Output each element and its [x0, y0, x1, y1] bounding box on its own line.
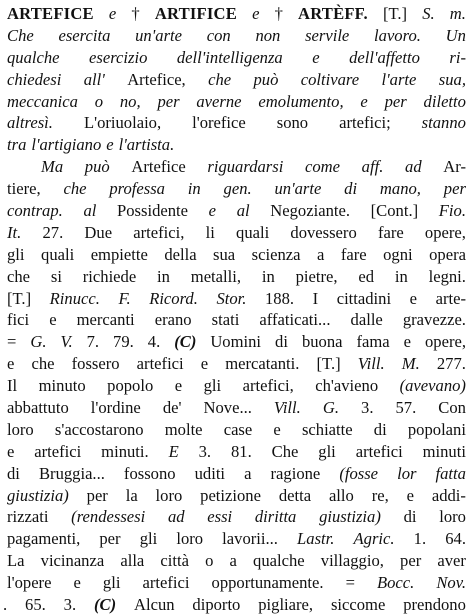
word: aver — [437, 551, 466, 571]
word: † — [274, 4, 283, 23]
word: I — [312, 288, 319, 308]
word: F. — [118, 288, 131, 308]
word: l'opere — [7, 573, 52, 593]
word: ad — [405, 157, 422, 177]
word: al — [236, 201, 250, 221]
word: gravezze. — [402, 310, 466, 330]
word: rizzati — [7, 507, 49, 527]
word: ogni — [383, 244, 413, 264]
word: Rinucc. — [49, 288, 100, 308]
word: e — [73, 573, 81, 593]
word: lavorii... — [222, 529, 278, 549]
text-line — [7, 134, 466, 156]
word: sono — [276, 113, 309, 133]
word: Artefice — [131, 157, 186, 177]
word: 277. — [436, 354, 466, 374]
word: con — [206, 25, 231, 45]
word: gen. — [223, 179, 252, 199]
word: Ricord. — [149, 288, 198, 308]
word: Fio. — [438, 201, 466, 221]
word: gli — [102, 573, 121, 593]
word: e — [403, 332, 412, 352]
word: per — [400, 551, 422, 571]
word: e — [108, 4, 117, 23]
word: Nov. — [436, 573, 466, 593]
word: 64. — [445, 529, 466, 549]
word: molte — [164, 419, 203, 439]
word: artefici — [142, 573, 190, 593]
word: l'ordine — [90, 398, 141, 418]
word: per — [443, 179, 466, 199]
word: averne — [196, 91, 242, 111]
word: di — [344, 179, 358, 199]
text-line — [7, 222, 466, 244]
word: e — [360, 91, 368, 111]
word: come — [304, 157, 340, 177]
word: per — [99, 529, 121, 549]
word: sua, — [438, 69, 466, 89]
word: cittadini — [336, 288, 392, 308]
text-line — [7, 572, 466, 594]
word: a — [244, 463, 252, 483]
word: non — [255, 25, 281, 45]
word: [Cont.] — [370, 201, 419, 221]
word: re, — [371, 485, 389, 505]
word: in — [187, 179, 201, 199]
word: s'accostarono — [54, 419, 144, 439]
word: petizione — [200, 485, 261, 505]
word: affaticati... — [259, 310, 331, 330]
word: Bocc. — [376, 573, 415, 593]
word: li — [205, 222, 215, 242]
word: 3. — [198, 441, 212, 461]
word: gli — [203, 376, 222, 396]
word: (fosse — [339, 463, 379, 483]
word: diletto — [423, 91, 466, 111]
word: erano — [154, 310, 192, 330]
word: che — [31, 354, 55, 374]
word: schiatte — [301, 419, 353, 439]
word: quali — [236, 222, 270, 242]
word: minuto — [38, 376, 86, 396]
word: artefici — [355, 441, 403, 461]
word: lavoro. — [374, 25, 421, 45]
text-line — [7, 25, 466, 47]
word: dell'affetto — [349, 47, 420, 67]
word: buona — [301, 332, 343, 352]
word: che — [63, 179, 87, 199]
text-line — [7, 244, 466, 266]
word: addi- — [431, 485, 466, 505]
word: a — [316, 244, 325, 264]
word: villaggio, — [320, 551, 384, 571]
word: chiedesi — [7, 69, 62, 89]
word: detta — [278, 485, 312, 505]
word: ri- — [449, 47, 466, 67]
word: 3. — [361, 398, 374, 418]
word: e — [406, 485, 414, 505]
text-line — [7, 309, 466, 331]
word: pagamenti, — [7, 529, 81, 549]
text-line — [7, 200, 466, 222]
word: artefici, — [133, 222, 185, 242]
word: emolumento, — [258, 91, 344, 111]
word: servile — [305, 25, 350, 45]
word: case — [223, 419, 253, 439]
word: per — [157, 91, 180, 111]
word: 1. — [413, 529, 427, 549]
word: e — [106, 135, 114, 155]
word: Alcun — [133, 595, 175, 615]
text-line — [7, 288, 466, 310]
word: giustizia) — [7, 485, 69, 505]
word: qualche — [7, 47, 60, 67]
word: e — [49, 310, 57, 330]
word: Due — [84, 222, 113, 242]
word: Con — [438, 398, 466, 418]
word: può — [84, 157, 110, 177]
word: V. — [60, 332, 73, 352]
word: metalli, — [190, 266, 242, 286]
word: loro — [439, 507, 466, 527]
text-line — [7, 397, 466, 419]
text-line — [7, 441, 466, 463]
text-line — [7, 178, 466, 200]
word: Lastr. — [297, 529, 335, 549]
word: It. — [7, 222, 22, 242]
word: Agric. — [353, 529, 395, 549]
word: uditi — [194, 463, 226, 483]
word: prendono — [403, 595, 466, 615]
word: 79. — [113, 332, 134, 352]
word: coltivare — [300, 69, 360, 89]
word: pietre, — [295, 266, 338, 286]
word: e — [200, 354, 209, 374]
word: S. — [422, 4, 435, 23]
word: e — [409, 288, 418, 308]
text-line — [7, 69, 466, 91]
text-line — [7, 375, 466, 397]
word: e — [252, 4, 260, 23]
word: mercatanti. — [225, 354, 300, 374]
word: artefici, — [242, 376, 294, 396]
word: richiede — [82, 266, 137, 286]
text-line — [7, 550, 466, 572]
word: empiette — [90, 244, 148, 264]
text-line — [7, 3, 466, 25]
word: fama — [356, 332, 390, 352]
word: vicinanza — [40, 551, 105, 571]
word: E — [168, 441, 179, 461]
word: alla — [120, 551, 145, 571]
word: lor — [397, 463, 417, 483]
word: la — [125, 485, 138, 505]
word: fare — [377, 222, 404, 242]
text-line — [7, 485, 466, 507]
word: mano, — [379, 179, 421, 199]
word: e — [7, 441, 15, 461]
word: (rendessesi — [71, 507, 146, 527]
word: gli — [7, 244, 25, 264]
word: ragione — [270, 463, 321, 483]
word: minuti. — [101, 441, 149, 461]
word: si — [50, 266, 62, 286]
word: diritta — [254, 507, 297, 527]
word: l'artista. — [118, 135, 175, 155]
word: l'orefice — [192, 113, 246, 133]
text-line — [7, 353, 466, 375]
word: l'arte — [381, 69, 417, 89]
word: 27. — [42, 222, 64, 242]
word: in — [157, 266, 170, 286]
text-line — [7, 463, 466, 485]
word: e — [174, 376, 183, 396]
word: e — [208, 201, 217, 221]
word: ARTEFICE — [7, 4, 94, 23]
word: meccanica — [7, 91, 78, 111]
word: (C) — [93, 595, 117, 615]
word: no, — [119, 91, 141, 111]
text-line — [7, 91, 466, 113]
word: L'oriuolaio, — [83, 113, 162, 133]
word: città — [160, 551, 189, 571]
word: tra — [7, 135, 27, 155]
word: di — [7, 463, 20, 483]
word: (avevano) — [399, 376, 466, 396]
text-line — [7, 156, 466, 178]
word: gli — [318, 441, 336, 461]
word: Bruggia... — [38, 463, 105, 483]
word: all' — [83, 69, 105, 89]
word: in — [394, 266, 408, 286]
word: popolo — [107, 376, 154, 396]
word: opere, — [424, 222, 466, 242]
word: Vill. — [273, 398, 301, 418]
word: [T.] — [7, 288, 32, 308]
word: al — [83, 201, 97, 221]
word: quali — [41, 244, 75, 264]
word: stanno — [421, 113, 466, 133]
word: artefici — [136, 354, 184, 374]
word: ARTIFICE — [154, 4, 237, 23]
word: Vill. — [357, 354, 385, 374]
word: ch'avieno — [315, 376, 379, 396]
word: loro — [176, 529, 204, 549]
word: Ar- — [443, 157, 466, 177]
text-line — [7, 506, 466, 528]
word: fossero — [71, 354, 120, 374]
word: 188. — [265, 288, 295, 308]
word: 4. — [147, 332, 161, 352]
text-line — [7, 331, 466, 353]
word: dell'intelligenza — [176, 47, 283, 67]
word: † — [131, 4, 140, 23]
word: 7. — [86, 332, 100, 352]
word: 3. — [63, 595, 77, 615]
word: altresì. — [7, 113, 53, 133]
word: o — [205, 551, 214, 571]
word: giustizia) — [319, 507, 381, 527]
word: fici — [7, 310, 30, 330]
word: diporto — [192, 595, 241, 615]
word: Ma — [41, 157, 64, 177]
word: e — [312, 47, 320, 67]
text-line — [7, 419, 466, 441]
word: G. — [322, 398, 339, 418]
word: sua — [213, 244, 236, 264]
word: a — [229, 551, 237, 571]
word: qualche — [253, 551, 305, 571]
word: = — [345, 573, 355, 593]
word: Nove... — [203, 398, 252, 418]
word: dovessero — [290, 222, 357, 242]
word: contrap. — [7, 201, 63, 221]
word: di — [403, 507, 417, 527]
word: l'artigiano — [31, 135, 102, 155]
word: artefici — [34, 441, 82, 461]
word: Il — [7, 376, 18, 396]
word: opere, — [425, 332, 466, 352]
word: Negoziante. — [270, 201, 350, 221]
word: La — [7, 551, 25, 571]
word: minuti — [422, 441, 466, 461]
word: 81. — [230, 441, 252, 461]
word: stati — [211, 310, 240, 330]
word: riguardarsi — [207, 157, 284, 177]
word: Uomini — [210, 332, 262, 352]
word: ad — [167, 507, 185, 527]
word: arte- — [435, 288, 466, 308]
word: per — [86, 485, 108, 505]
word: dalle — [350, 310, 383, 330]
word: opera — [429, 244, 466, 264]
word: fatta — [435, 463, 466, 483]
word: scienza — [251, 244, 301, 264]
word: Possidente — [117, 201, 189, 221]
word: o — [94, 91, 104, 111]
word: . — [3, 595, 8, 615]
word: m. — [449, 4, 466, 23]
word: può — [253, 69, 279, 89]
word: de' — [162, 398, 182, 418]
word: [T.] — [316, 354, 341, 374]
word: Che — [7, 25, 34, 45]
word: mercanti — [76, 310, 135, 330]
word: tiere, — [7, 179, 41, 199]
word: M. — [401, 354, 420, 374]
word: essi — [207, 507, 233, 527]
word: Artefice, — [127, 69, 186, 89]
word: [T.] — [382, 4, 408, 23]
word: Un — [445, 25, 466, 45]
word: professa — [109, 179, 165, 199]
word: 57. — [395, 398, 417, 418]
text-line — [7, 47, 466, 69]
word: che — [7, 266, 31, 286]
word: 65. — [25, 595, 46, 615]
word: legni. — [428, 266, 466, 286]
entry-artefice — [3, 3, 466, 616]
word: ed — [358, 266, 375, 286]
word: per — [384, 91, 407, 111]
word: ARTÈFF. — [298, 4, 368, 23]
word: e — [7, 354, 15, 374]
word: = — [7, 332, 17, 352]
text-line — [7, 112, 466, 134]
word: un'arte — [135, 25, 182, 45]
word: di — [275, 332, 288, 352]
word: fare — [340, 244, 367, 264]
text-line — [7, 528, 466, 550]
word: Che — [271, 441, 299, 461]
word: siccome — [330, 595, 386, 615]
word: in — [261, 266, 275, 286]
word: che — [208, 69, 232, 89]
word: pigliare, — [258, 595, 314, 615]
word: loro — [7, 419, 34, 439]
word: popolani — [407, 419, 466, 439]
word: allo — [328, 485, 354, 505]
word: di — [373, 419, 387, 439]
word: loro — [155, 485, 183, 505]
word: artefici; — [339, 113, 391, 133]
word: G. — [30, 332, 47, 352]
word: fossono — [123, 463, 176, 483]
word: (C) — [174, 332, 197, 352]
text-line — [7, 266, 466, 288]
word: opportunamente. — [211, 573, 324, 593]
word: aff. — [361, 157, 384, 177]
word: abbattuto — [7, 398, 69, 418]
word: esercita — [58, 25, 111, 45]
word: e — [273, 419, 281, 439]
word: della — [164, 244, 197, 264]
word: un'arte — [274, 179, 322, 199]
text-line — [3, 594, 466, 616]
word: gli — [139, 529, 158, 549]
word: Stor. — [216, 288, 247, 308]
word: esercizio — [89, 47, 148, 67]
